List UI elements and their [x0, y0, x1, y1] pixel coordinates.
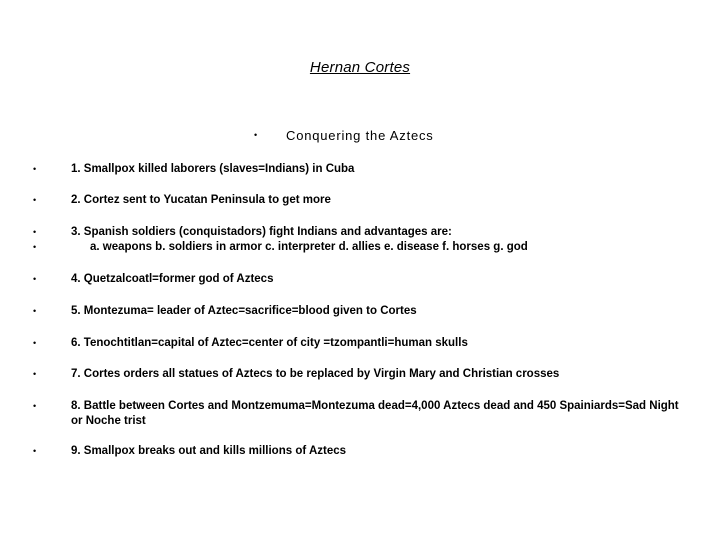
list-item-6 [33, 336, 703, 351]
list-item-text: 7. Cortes orders all statues of Aztecs to be replaced by Virgin Mary and Christian crosses [71, 368, 560, 380]
slide-title: Hernan Cortes [309, 59, 411, 76]
bullet-icon: • [33, 242, 37, 252]
list-item-text: 1. Smallpox killed laborers (slaves=Indians) in Cuba [71, 163, 355, 175]
bullet-icon: • [33, 227, 37, 237]
list-item-2 [33, 193, 703, 208]
list-item-text: 6. Tenochtitlan=capital of Aztec=center of city =tzompantli=human skulls [71, 337, 468, 349]
list-item-text: 9. Smallpox breaks out and kills millions of Aztecs [71, 445, 347, 457]
list-item-4 [33, 272, 703, 287]
slide-subtitle-row [254, 128, 434, 144]
bullet-icon: • [254, 130, 258, 140]
list-item-7 [33, 367, 703, 382]
bullet-icon: • [33, 274, 37, 284]
list-item-1 [33, 162, 703, 177]
list-item-text: 4. Quetzalcoatl=former god of Aztecs [71, 273, 274, 285]
list-item-5 [33, 304, 703, 319]
slide-subtitle: Conquering the Aztecs [286, 128, 434, 143]
list-item-9 [33, 444, 703, 459]
bullet-icon: • [33, 446, 37, 456]
bullet-icon: • [33, 164, 37, 174]
list-item-text: 3. Spanish soldiers (conquistadors) fight Indians and advantages are: [71, 226, 452, 238]
list-item-8 [33, 399, 703, 429]
list-item-3 [33, 225, 703, 255]
list-item-text: 5. Montezuma= leader of Aztec=sacrifice=blood given to Cortes [71, 305, 417, 317]
list-item-subtext: a. weapons b. soldiers in armor c. interpreter d. allies e. disease f. horses g. god [90, 241, 528, 253]
bullet-icon: • [33, 401, 37, 411]
bullet-icon: • [33, 369, 37, 379]
bullet-icon: • [33, 306, 37, 316]
bullet-icon: • [33, 195, 37, 205]
list-item-text: 8. Battle between Cortes and Montzemuma=Montezuma dead=4,000 Aztecs dead and 450 Spainiards=Sad Night or Noche trist [71, 400, 679, 427]
list-item-text: 2. Cortez sent to Yucatan Peninsula to get more [71, 194, 331, 206]
bullet-icon: • [33, 338, 37, 348]
